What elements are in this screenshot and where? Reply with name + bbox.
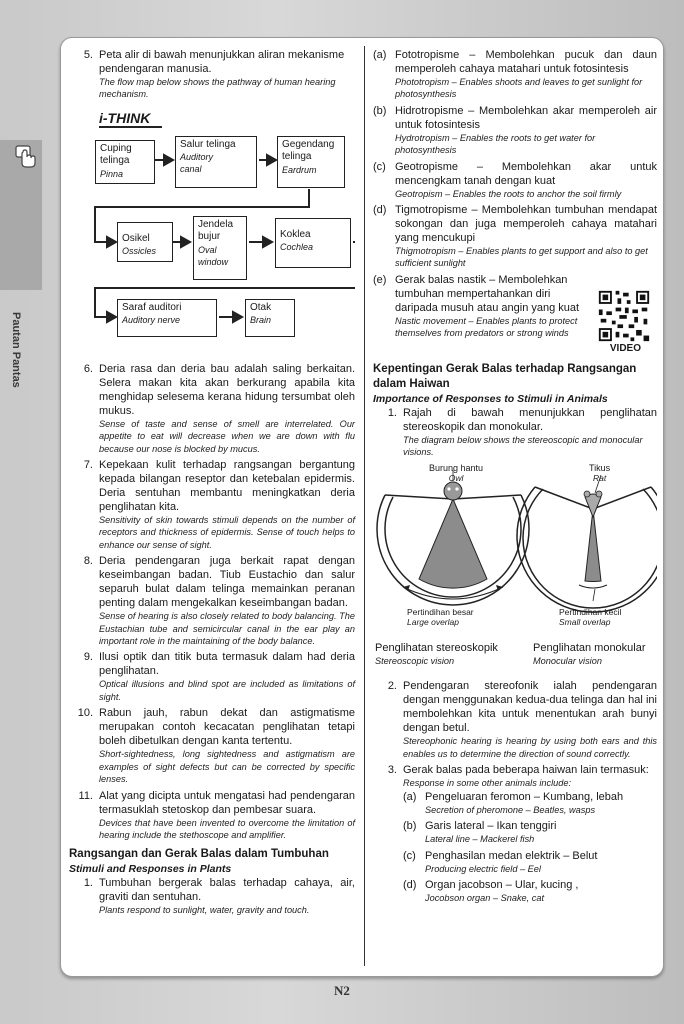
flow-box-auditory-canal: Salur telinga Auditory canal (175, 136, 257, 188)
animals-item-3: 3. Gerak balas pada beberapa haiwan lain termasuk: Response in some other animals include: (a) Pengeluaran feromon – Kumbang, lebah Secretion of pheromone – Beatles, wasps (b) Garis lateral – Ikan tenggiri Lateral line – Mackerel fish (c) Penghasilan medan elektrik – Belut Producing electric field – Eel (d) Organ jacobson – Ular, kucing , Jocobson organ – Snake, cat (373, 763, 657, 907)
response-a: (a) Pengeluaran feromon – Kumbang, lebah Secretion of pheromone – Beatles, wasps (403, 790, 624, 815)
item-10: 10. Rabun jauh, rabun dekat dan astigmatisme merupakan contoh kecacatan penglihatan tetapi boleh dibetulkan dengan kanta tertentu. Short-sightedness, long sightedness and astigmatism are examples of sight defects but can be corrected by specific lenses. (77, 707, 355, 785)
vision-diagram (373, 461, 657, 673)
owl-label: Burung hantu Owl (429, 463, 484, 484)
column-divider (364, 46, 365, 966)
item-6: 6. Deria rasa dan deria bau adalah saling berkaitan. Selera makan kita akan berkurang apabila kita menghidap selesema kerana hidung tersumbat oleh mukus. Sense of taste and sense of smell are interrelated. Our appetite to eat will decrease when we are down with flu because our nose is blocked by mucus. (83, 362, 355, 454)
animals-item-1: 1. Rajah di bawah menunjukkan penglihatan stereoskopik dan monokular. The diagram below shows the stereoscopic and monocular visions. (387, 406, 657, 458)
flow-box-brain: Otak Brain (245, 299, 295, 337)
animals-heading: Kepentingan Gerak Balas terhadap Rangsangan dalam Haiwan (373, 362, 637, 390)
large-overlap-label: Pertindihan besar Large overlap (407, 607, 474, 628)
page (60, 37, 664, 977)
response-b: (b) Garis lateral – Ikan tenggiri Lateral line – Mackerel fish (403, 820, 557, 845)
plants-subheading: Stimuli and Responses in Plants (69, 863, 232, 876)
flow-box-auditory-nerve: Saraf auditori Auditory nerve (117, 299, 217, 337)
plants-item-1: 1. Tumbuhan bergerak balas terhadap cahaya, air, graviti dan sentuhan. Plants respond to sunlight, water, gravity and touch. (83, 877, 355, 916)
right-column (373, 48, 657, 910)
item-5-translation: The flow map below shows the pathway of human hearing mechanism. (99, 77, 336, 100)
animals-subheading: Importance of Responses to Stimuli in Animals (373, 392, 608, 405)
flow-box-cochlea: Koklea Cochlea (275, 218, 351, 268)
tropism-e: (e) Gerak balas nastik – Membolehkan tumbuhan mempertahankan diri daripada musuh atau angin yang kuat Nastic movement – Enables plants to protect themselves from predators or strong winds (373, 273, 657, 340)
response-d: (d) Organ jacobson – Ular, kucing , Jocobson organ – Snake, cat (403, 878, 579, 903)
monocular-caption: Penglihatan monokular Monocular vision (533, 642, 646, 667)
side-tab[interactable] (0, 140, 42, 388)
qr-code-icon[interactable] (597, 289, 651, 343)
plants-heading: Rangsangan dan Gerak Balas dalam Tumbuhan (69, 848, 329, 861)
item-11: 11. Alat yang dicipta untuk mengatasi had pendengaran termasuklah stetoskop dan pembesar suara. Devices that have been invented to overcome the limitation of hearing include the stethoscope and amplifier. (78, 789, 355, 840)
tropism-a: (a) Fototropisme – Membolehkan pucuk dan daun memperoleh cahaya matahari untuk fotosintesis Phototropism – Enables shoots and leaves to get sunlight for photosynthesis (373, 49, 657, 100)
flow-box-oval-window: Jendela bujur Oval window (193, 216, 247, 280)
flow-box-pinna: Cuping telinga Pinna (95, 140, 155, 184)
page-number: N2 (334, 983, 350, 998)
tropism-b: (b) Hidrotropisme – Membolehkan akar memperoleh air untuk fotosintesis Hydrotropism – Enables the roots to get water for photosynthesis (373, 104, 657, 156)
item-5-text: Peta alir di bawah menunjukkan aliran mekanisme pendengaran manusia. (99, 49, 345, 75)
video-label[interactable]: VIDEO (609, 342, 641, 354)
hand-pointer-icon (14, 144, 40, 170)
flow-box-eardrum: Gegendang telinga Eardrum (277, 136, 345, 188)
item-5: 5. Peta alir di bawah menunjukkan aliran mekanisme pendengaran manusia. The flow map below shows the pathway of human hearing mechanism. (69, 48, 355, 101)
flow-map (69, 132, 355, 362)
item-7: 7. Kepekaan kulit terhadap rangsangan bergantung kepada bilangan reseptor dan ketebalan epidermis. Deria sentuhan membantu meningkatkan deria penglihatan kita. Sensitivity of skin towards stimuli depends on the number of receptors and thickness of epidermis. Sense of touch helps to enhance our sense of sight. (83, 459, 355, 550)
side-tab-label: Pautan Pantas (10, 312, 22, 388)
item-9: 9. Ilusi optik dan titik buta termasuk dalam had deria penglihatan. Optical illusions and blind spot are included as limitations of sight. (83, 651, 355, 702)
item-8: 8. Deria pendengaran juga berkait rapat dengan keseimbangan badan. Tiub Eustachio dan salur separuh bulat dalam telinga memainkan peranan penting dalam mengekalkan keseimbangan badan. Sense of hearing is also closely related to body balancing. The Eustachian tube and semicircular canal in the ear play an important role in the maintaining of the body balance. (83, 555, 355, 647)
animals-section (373, 362, 657, 459)
small-overlap-label: Pertindihan kecil Small overlap (559, 607, 622, 628)
response-c: (c) Penghasilan medan elektrik – Belut Producing electric field – Eel (403, 849, 598, 874)
animals-item-2: 2. Pendengaran stereofonik ialah pendengaran dengan menggunakan kedua-dua telinga dan hal ini membolehkan kita untuk menentukan arah bunyi dengan betul. Stereophonic hearing is hearing by using both ears and this enables us to determine the direction of sound correctly. (387, 680, 657, 759)
rat-label: Tikus Rat (589, 463, 611, 484)
ithink-label: i-THINK (99, 110, 162, 128)
tropism-c: (c) Geotropisme – Membolehkan akar untuk mencengkam tanah dengan kuat Geotropism – Enables the roots to anchor the soil firmly (373, 160, 657, 199)
flow-box-ossicles: Osikel Ossicles (117, 222, 173, 262)
stereoscopic-caption: Penglihatan stereoskopik Stereoscopic vision (375, 642, 498, 667)
tropism-d: (d) Tigmotropisme – Membolehkan tumbuhan mendapat sokongan dan juga memperoleh cahaya matahari yang mencukupi Thigmotropism – Enables plants to get support and also to get sufficient sunlight (373, 204, 657, 269)
plants-section (69, 847, 355, 916)
left-column (69, 48, 355, 920)
